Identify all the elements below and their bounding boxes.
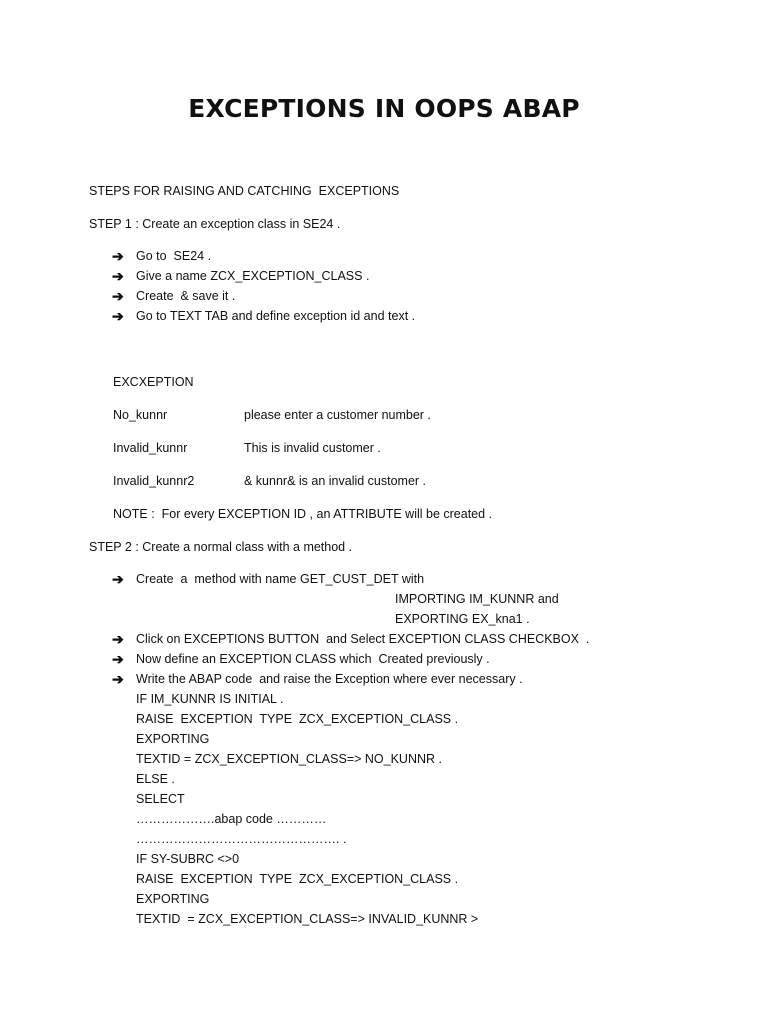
step2-bullet-cont: IMPORTING IM_KUNNR and (395, 592, 559, 606)
step1-bullet: Create & save it . (136, 289, 236, 303)
code-line: EXPORTING (136, 732, 210, 746)
code-line: ELSE . (136, 772, 175, 786)
arrow-icon: ➔ (112, 671, 124, 687)
code-line: IF SY-SUBRC <>0 (136, 852, 240, 866)
exception-id: Invalid_kunnr (113, 441, 188, 455)
exception-text: please enter a customer number . (244, 408, 431, 422)
step1-bullet: Go to SE24 . (136, 249, 212, 263)
exception-table-header: EXCXEPTION (113, 375, 194, 389)
code-line: TEXTID = ZCX_EXCEPTION_CLASS=> INVALID_KUNNR > (136, 912, 479, 926)
code-line: TEXTID = ZCX_EXCEPTION_CLASS=> NO_KUNNR . (136, 752, 442, 766)
steps-heading: STEPS FOR RAISING AND CATCHING EXCEPTIONS (89, 184, 400, 198)
arrow-icon: ➔ (112, 651, 124, 667)
code-line: EXPORTING (136, 892, 210, 906)
note-text: NOTE : For every EXCEPTION ID , an ATTRIBUTE will be created . (113, 507, 493, 521)
step2-heading: STEP 2 : Create a normal class with a method . (89, 540, 353, 554)
exception-text: This is invalid customer . (244, 441, 381, 455)
step2-bullet: Write the ABAP code and raise the Exception where ever necessary . (136, 672, 523, 686)
arrow-icon: ➔ (112, 248, 124, 264)
step2-bullet: Create a method with name GET_CUST_DET with (136, 572, 425, 586)
step1-bullet: Give a name ZCX_EXCEPTION_CLASS . (136, 269, 370, 283)
step2-bullet: Now define an EXCEPTION CLASS which Created previously . (136, 652, 490, 666)
step2-bullet-cont: EXPORTING EX_kna1 . (395, 612, 530, 626)
page-title: EXCEPTIONS IN OOPS ABAP (188, 94, 580, 123)
exception-id: Invalid_kunnr2 (113, 474, 195, 488)
step1-heading: STEP 1 : Create an exception class in SE24 . (89, 217, 341, 231)
arrow-icon: ➔ (112, 288, 124, 304)
code-line: SELECT (136, 792, 185, 806)
exception-id: No_kunnr (113, 408, 168, 422)
arrow-icon: ➔ (112, 631, 124, 647)
code-line: …………………………………………. . (136, 832, 347, 846)
code-line: ……………….abap code ………… (136, 812, 327, 826)
code-line: RAISE EXCEPTION TYPE ZCX_EXCEPTION_CLASS . (136, 872, 459, 886)
arrow-icon: ➔ (112, 268, 124, 284)
code-line: IF IM_KUNNR IS INITIAL . (136, 692, 284, 706)
arrow-icon: ➔ (112, 308, 124, 324)
code-line: RAISE EXCEPTION TYPE ZCX_EXCEPTION_CLASS . (136, 712, 459, 726)
exception-text: & kunnr& is an invalid customer . (244, 474, 427, 488)
arrow-icon: ➔ (112, 571, 124, 587)
step1-bullet: Go to TEXT TAB and define exception id and text . (136, 309, 416, 323)
step2-bullet: Click on EXCEPTIONS BUTTON and Select EXCEPTION CLASS CHECKBOX . (136, 632, 590, 646)
